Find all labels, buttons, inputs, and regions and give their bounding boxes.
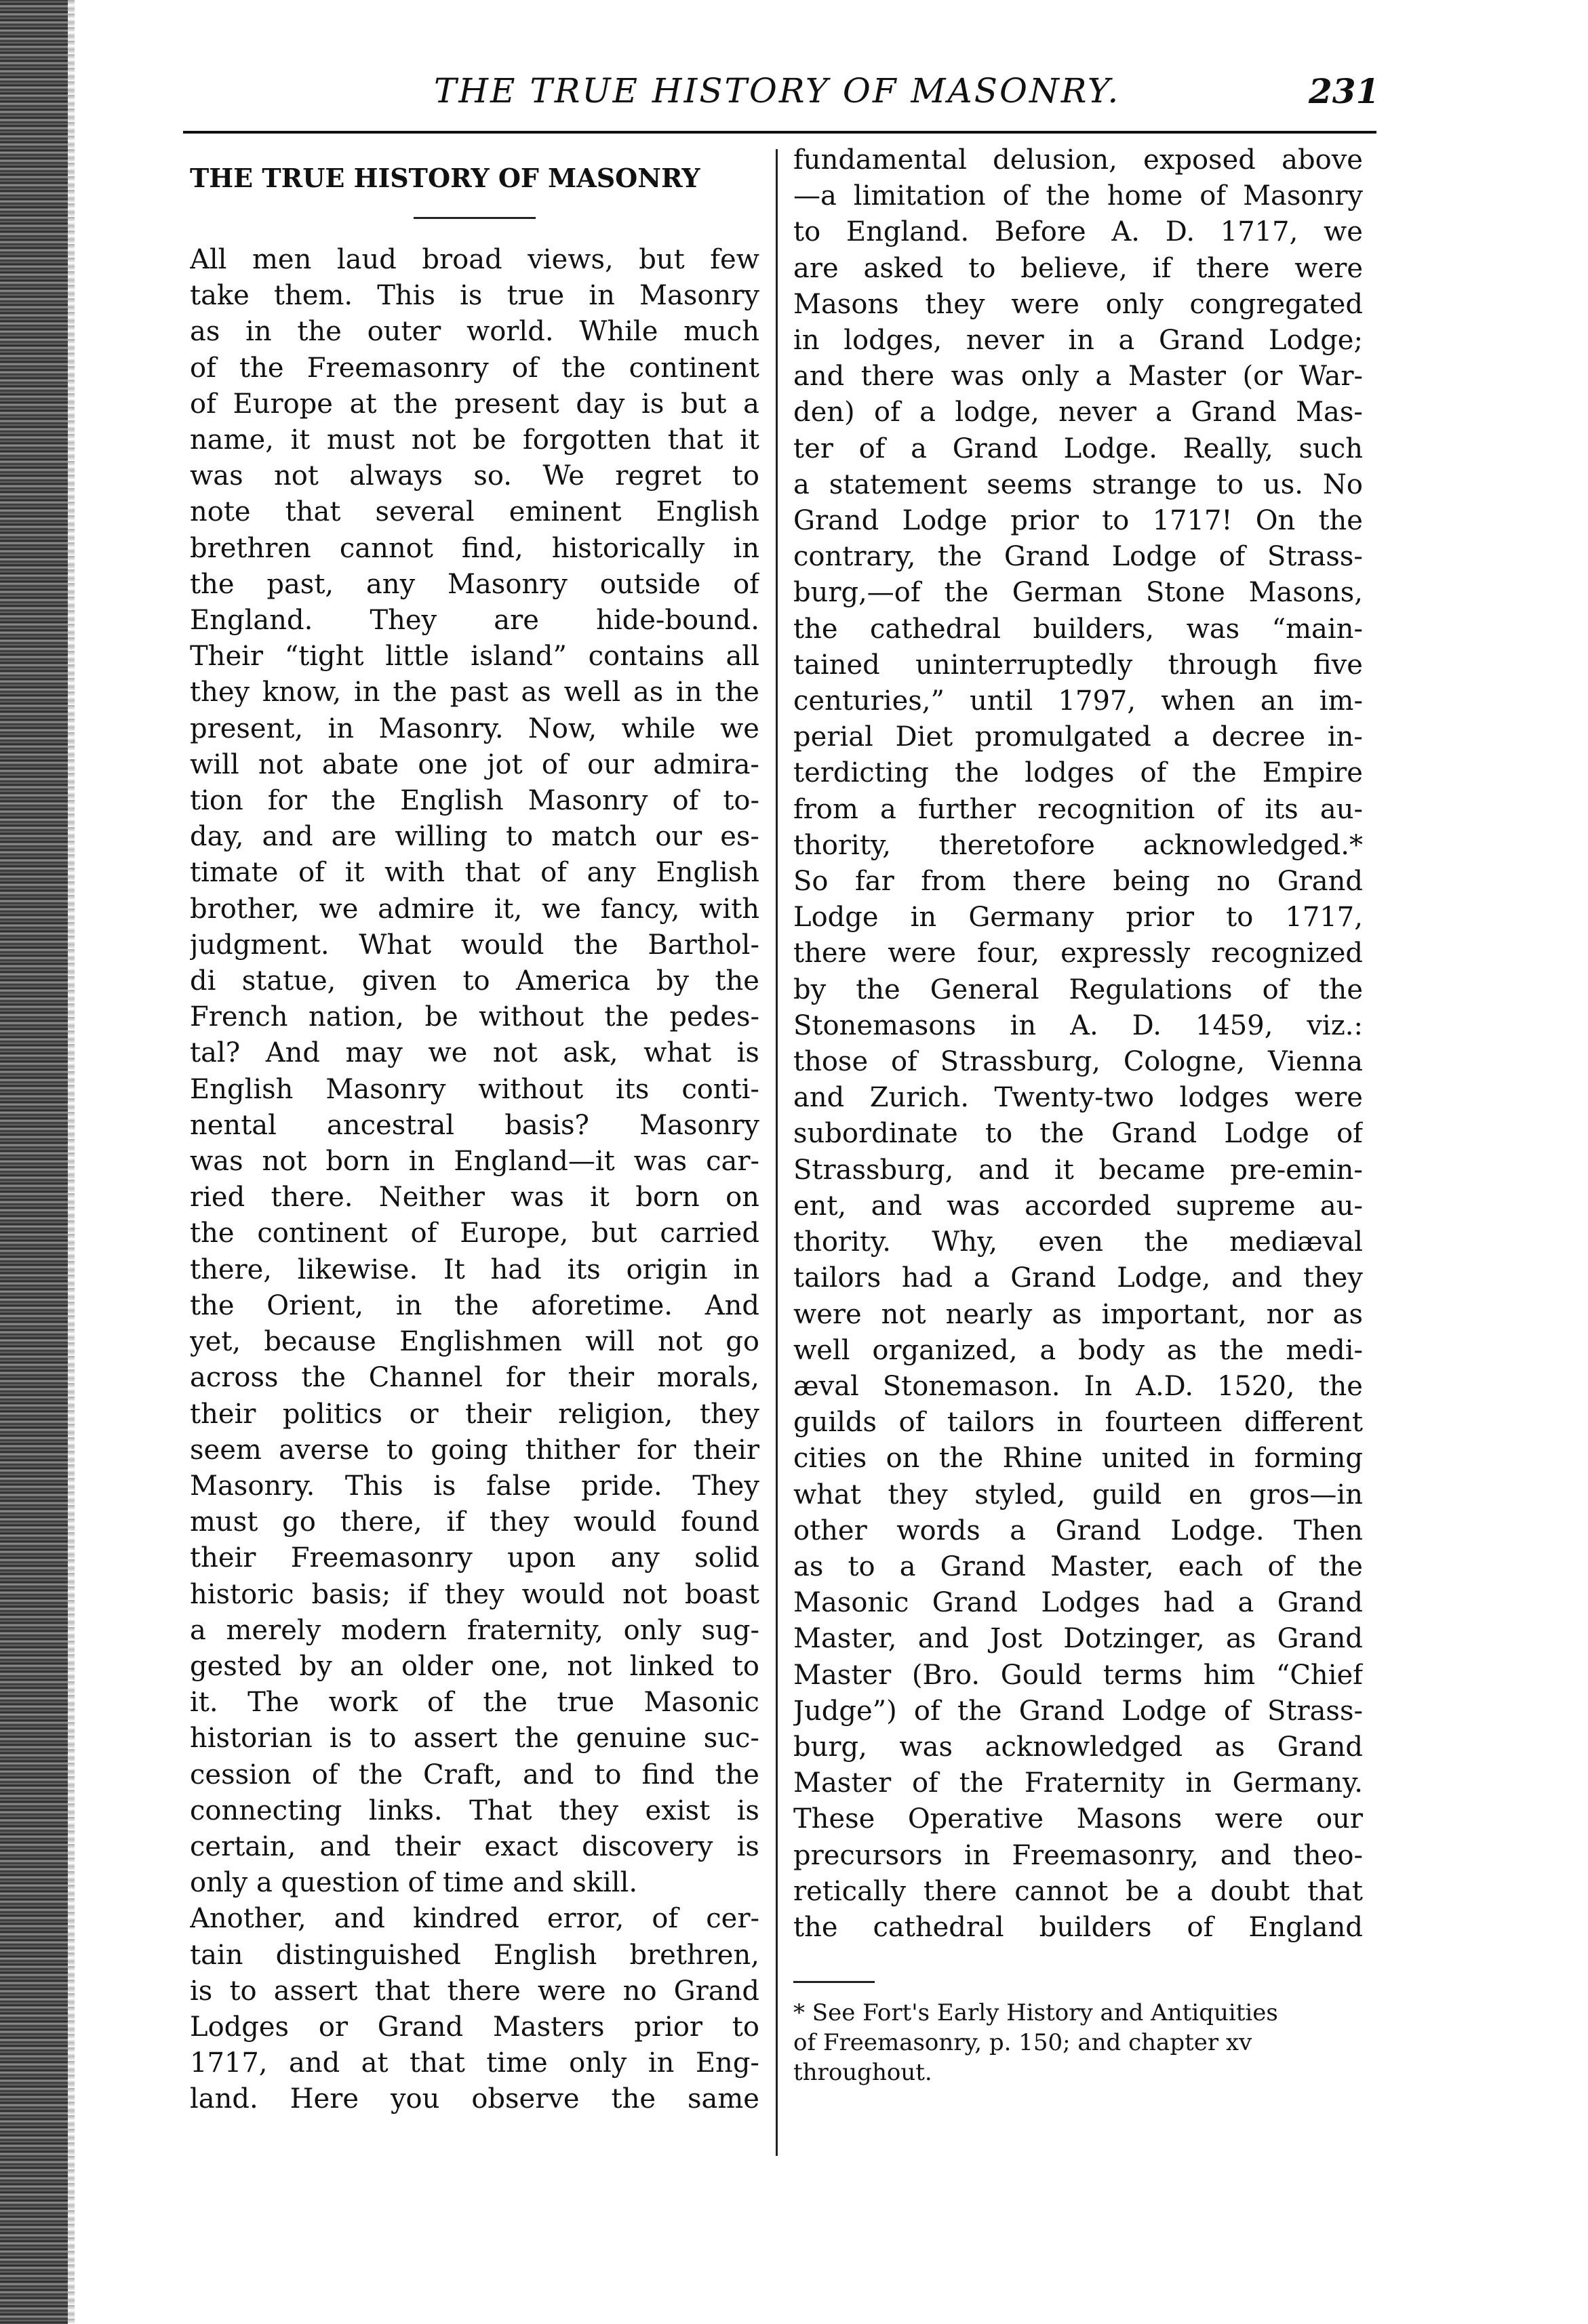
text-line: Lodges or Grand Masters prior to <box>190 2011 759 2043</box>
text-line: and Zurich. Twenty-two lodges were <box>793 1082 1363 1114</box>
text-line: contrary, the Grand Lodge of Strass- <box>793 541 1363 573</box>
text-line: Master, and Jost Dotzinger, as Grand <box>793 1623 1363 1655</box>
text-line: other words a Grand Lodge. Then <box>793 1515 1363 1546</box>
text-line: cities on the Rhine united in forming <box>793 1443 1363 1475</box>
text-line: well organized, a body as the medi- <box>793 1334 1363 1366</box>
footnote-line: of Freemasonry, p. 150; and chapter xv <box>793 2029 1252 2057</box>
text-line: there, likewise. It had its origin in <box>190 1254 759 1285</box>
text-line: brethren cannot find, historically in <box>190 532 759 564</box>
text-line: perial Diet promulgated a decree in- <box>793 721 1363 753</box>
text-line: their Freemasonry upon any solid <box>190 1542 759 1574</box>
text-line: brother, we admire it, we fancy, with <box>190 893 759 925</box>
text-line: land. Here you observe the same <box>190 2083 759 2115</box>
header-rule <box>183 131 1376 134</box>
text-line: only a question of time and skill. <box>190 1867 638 1899</box>
text-line: gested by an older one, not linked to <box>190 1650 759 1682</box>
text-line: Lodge in Germany prior to 1717, <box>793 902 1363 934</box>
text-line: in lodges, never in a Grand Lodge; <box>793 325 1363 357</box>
text-line: French nation, be without the pedes- <box>190 1001 759 1033</box>
text-line: the continent of Europe, but carried <box>190 1218 759 1249</box>
text-line: Masonic Grand Lodges had a Grand <box>793 1587 1363 1619</box>
text-line: seem averse to going thither for their <box>190 1434 759 1466</box>
text-line: timate of it with that of any English <box>190 857 759 889</box>
text-line: retically there cannot be a doubt that <box>793 1875 1363 1907</box>
text-line: of the Freemasonry of the continent <box>190 352 759 384</box>
text-line: tailors had a Grand Lodge, and they <box>793 1262 1363 1294</box>
text-line: historian is to assert the genuine suc- <box>190 1723 759 1755</box>
article-title: THE TRUE HISTORY OF MASONRY <box>190 163 700 193</box>
text-line: Master of the Fraternity in Germany. <box>793 1767 1363 1799</box>
text-line: present, in Masonry. Now, while we <box>190 713 759 744</box>
text-line: thority, theretofore acknowledged.* <box>793 829 1363 861</box>
text-line: All men laud broad views, but few <box>190 244 759 275</box>
text-line: must go there, if they would found <box>190 1506 759 1538</box>
text-line: subordinate to the Grand Lodge of <box>793 1118 1363 1150</box>
text-line: 1717, and at that time only in Eng- <box>190 2047 759 2079</box>
text-line: a statement seems strange to us. No <box>793 468 1363 500</box>
text-line: there were four, expressly recognized <box>793 938 1363 969</box>
text-line: what they styled, guild en gros—in <box>793 1479 1363 1510</box>
text-line: the cathedral builders, was “main- <box>793 613 1363 645</box>
text-line: connecting links. That they exist is <box>190 1795 759 1826</box>
text-line: a merely modern fraternity, only sug- <box>190 1614 759 1646</box>
text-line: take them. This is true in Masonry <box>190 280 759 312</box>
text-line: Grand Lodge prior to 1717! On the <box>793 505 1363 537</box>
footnote <box>793 1998 1363 2087</box>
left-column <box>190 142 759 2118</box>
text-line: tal? And may we not ask, what is <box>190 1037 759 1069</box>
text-line: nental ancestral basis? Masonry <box>190 1109 759 1141</box>
text-line: their politics or their religion, they <box>190 1398 759 1430</box>
scanned-binding-edge <box>0 0 68 2324</box>
text-line: they know, in the past as well as in the <box>190 677 759 708</box>
text-line: Another, and kindred error, of cer- <box>190 1903 759 1935</box>
text-line: are asked to believe, if there were <box>793 252 1363 284</box>
column-divider <box>776 149 778 2156</box>
text-line: name, it must not be forgotten that it <box>190 424 759 456</box>
left-column-text <box>190 242 759 2118</box>
page-number: 231 <box>1309 71 1380 111</box>
text-line: judgment. What would the Barthol- <box>190 929 759 961</box>
text-line: of Europe at the present day is but a <box>190 388 759 420</box>
text-line: Their “tight little island” contains all <box>190 641 759 673</box>
text-line: Stonemasons in A. D. 1459, viz.: <box>793 1009 1363 1041</box>
text-line: and there was only a Master (or War- <box>793 361 1363 393</box>
text-line: the cathedral builders of England <box>793 1911 1363 1943</box>
text-line: precursors in Freemasonry, and theo- <box>793 1839 1363 1871</box>
footnote-line: * See Fort's Early History and Antiquities <box>793 1999 1278 2027</box>
text-line: —a limitation of the home of Masonry <box>793 180 1363 212</box>
text-line: fundamental delusion, exposed above <box>793 144 1363 176</box>
text-line: yet, because Englishmen will not go <box>190 1326 759 1358</box>
text-line: ter of a Grand Lodge. Really, such <box>793 433 1363 464</box>
text-line: burg, was acknowledged as Grand <box>793 1731 1363 1763</box>
footnote-rule <box>793 1981 875 1983</box>
text-line: from a further recognition of its au- <box>793 793 1363 825</box>
text-line: Masonry. This is false pride. They <box>190 1470 759 1502</box>
text-line: thority. Why, even the mediæval <box>793 1226 1363 1258</box>
text-line: the past, any Masonry outside of <box>190 568 759 600</box>
text-line: di statue, given to America by the <box>190 965 759 997</box>
text-line: historic basis; if they would not boast <box>190 1578 759 1610</box>
text-line: These Operative Masons were our <box>793 1803 1363 1835</box>
text-line: tained uninterruptedly through five <box>793 649 1363 681</box>
text-line: were not nearly as important, nor as <box>793 1298 1363 1330</box>
text-line: is to assert that there were no Grand <box>190 1975 759 2007</box>
text-line: was not always so. We regret to <box>190 460 759 492</box>
text-line: the Orient, in the aforetime. And <box>190 1289 759 1321</box>
text-line: as in the outer world. While much <box>190 316 759 348</box>
text-line: centuries,” until 1797, when an im- <box>793 685 1363 717</box>
text-line: Judge”) of the Grand Lodge of Strass- <box>793 1695 1363 1727</box>
text-line: was not born in England—it was car- <box>190 1146 759 1178</box>
text-line: English Masonry without its conti- <box>190 1073 759 1105</box>
text-line: tain distinguished English brethren, <box>190 1939 759 1971</box>
text-line: ried there. Neither was it born on <box>190 1182 759 1214</box>
text-line: across the Channel for their morals, <box>190 1362 759 1394</box>
text-line: So far from there being no Grand <box>793 866 1363 898</box>
footnote-line: throughout. <box>793 2059 932 2087</box>
text-line: Master (Bro. Gould terms him “Chief <box>793 1659 1363 1691</box>
running-head: THE TRUE HISTORY OF MASONRY. <box>434 71 1121 111</box>
text-line: it. The work of the true Masonic <box>190 1687 759 1719</box>
text-line: guilds of tailors in fourteen different <box>793 1407 1363 1439</box>
right-column-text <box>793 142 1363 1946</box>
text-line: cession of the Craft, and to find the <box>190 1759 759 1790</box>
title-rule <box>414 217 536 219</box>
text-line: by the General Regulations of the <box>793 974 1363 1005</box>
text-line: as to a Grand Master, each of the <box>793 1550 1363 1582</box>
text-line: ent, and was accorded supreme au- <box>793 1190 1363 1222</box>
text-line: terdicting the lodges of the Empire <box>793 757 1363 789</box>
text-line: Masons they were only congregated <box>793 288 1363 320</box>
right-column <box>793 142 1363 2087</box>
text-line: burg,—of the German Stone Masons, <box>793 577 1363 609</box>
text-line: those of Strassburg, Cologne, Vienna <box>793 1046 1363 1078</box>
text-line: den) of a lodge, never a Grand Mas- <box>793 397 1363 428</box>
text-line: England. They are hide-bound. <box>190 605 759 637</box>
text-line: tion for the English Masonry of to- <box>190 785 759 817</box>
text-line: certain, and their exact discovery is <box>190 1830 759 1862</box>
text-line: to England. Before A. D. 1717, we <box>793 216 1363 248</box>
text-line: will not abate one jot of our admira- <box>190 748 759 780</box>
text-line: æval Stonemason. In A.D. 1520, the <box>793 1370 1363 1402</box>
text-line: Strassburg, and it became pre-emin- <box>793 1154 1363 1186</box>
text-line: day, and are willing to match our es- <box>190 821 759 853</box>
text-line: note that several eminent English <box>190 496 759 528</box>
